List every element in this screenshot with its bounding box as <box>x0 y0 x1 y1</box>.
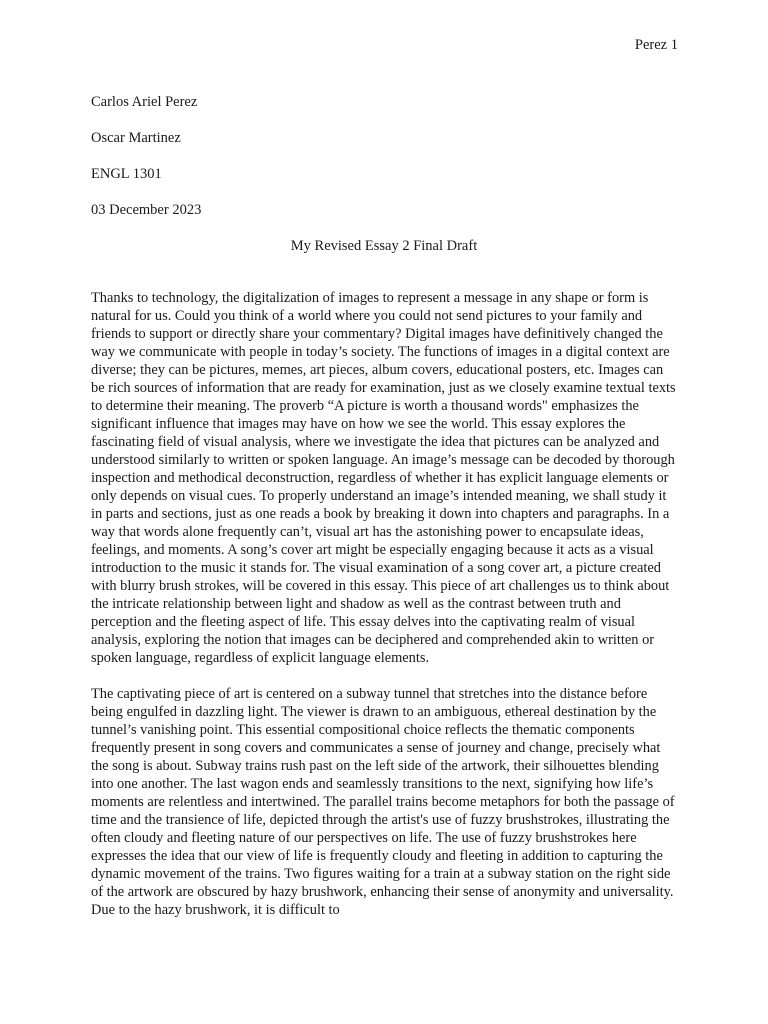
essay-date: 03 December 2023 <box>91 202 202 218</box>
instructor-name: Oscar Martinez <box>91 130 181 146</box>
essay-title: My Revised Essay 2 Final Draft <box>290 238 478 254</box>
course-name: ENGL 1301 <box>91 166 162 182</box>
mla-heading <box>91 93 681 237</box>
essay-body <box>91 289 679 937</box>
paragraph-analysis: The captivating piece of art is centered on a subway tunnel that stretches into the distance before being engulfed in dazzling light. The viewer is drawn to an ambiguous, ethereal destination by the tunnel’s vanishing point. This essential compositional choice reflects the thematic components frequently present in song covers and communicates a sense of journey and change, precisely what the song is about. Subway trains rush past on the left side of the artwork, their silhouettes blending into one another. The last wagon ends and seamlessly transitions to the next, signifying how life’s moments are relentless and intertwined. The parallel trains become metaphors for both the passage of time and the transience of life, depicted through the artist's use of fuzzy brushstrokes, illustrating the often cloudy and fleeting nature of our perspectives on life. The use of fuzzy brushstrokes here expresses the idea that our view of life is frequently cloudy and fleeting in addition to capturing the dynamic movement of the trains. Two figures waiting for a train at a subway station on the right side of the artwork are obscured by hazy brushwork, enhancing their sense of anonymity and universality. Due to the hazy brushwork, it is difficult to <box>91 686 675 918</box>
running-header-page-number: Perez 1 <box>634 37 678 53</box>
student-name: Carlos Ariel Perez <box>91 94 198 110</box>
paragraph-intro: Thanks to technology, the digitalization of images to represent a message in any shape or form is natural for us. Could you think of a world where you could not send pictures to your family and friends to support or directly share your commentary? Digital images have definitively changed the way we communicate with people in today’s society. The functions of images in a digital context are diverse; they can be pictures, memes, art pieces, album covers, educational posters, etc. Images can be rich sources of information that are ready for examination, just as we closely examine textual texts to determine their meaning. The proverb “A picture is worth a thousand words" emphasizes the significant influence that images may have on how we see the world. This essay explores the fascinating field of visual analysis, where we investigate the idea that pictures can be analyzed and understood similarly to written or spoken language. An image’s message can be decoded by thorough inspection and methodical deconstruction, regardless of whether it has explicit language elements or only depends on visual cues. To properly understand an image’s intended meaning, we shall study it in parts and sections, just as one reads a book by breaking it down into chapters and paragraphs. In a way that words alone frequently can’t, visual art has the astonishing power to encapsulate ideas, feelings, and moments. A song’s cover art might be especially engaging because it acts as a visual introduction to the music it stands for. The visual examination of a song cover art, a picture created with blurry brush strokes, will be covered in this essay. This piece of art challenges us to think about the intricate relationship between light and shadow as well as the contrast between truth and perception and the fleeting aspect of life. This essay delves into the captivating realm of visual analysis, exploring the notion that images can be deciphered and comprehended akin to written or spoken language, regardless of explicit language elements. <box>91 290 676 666</box>
